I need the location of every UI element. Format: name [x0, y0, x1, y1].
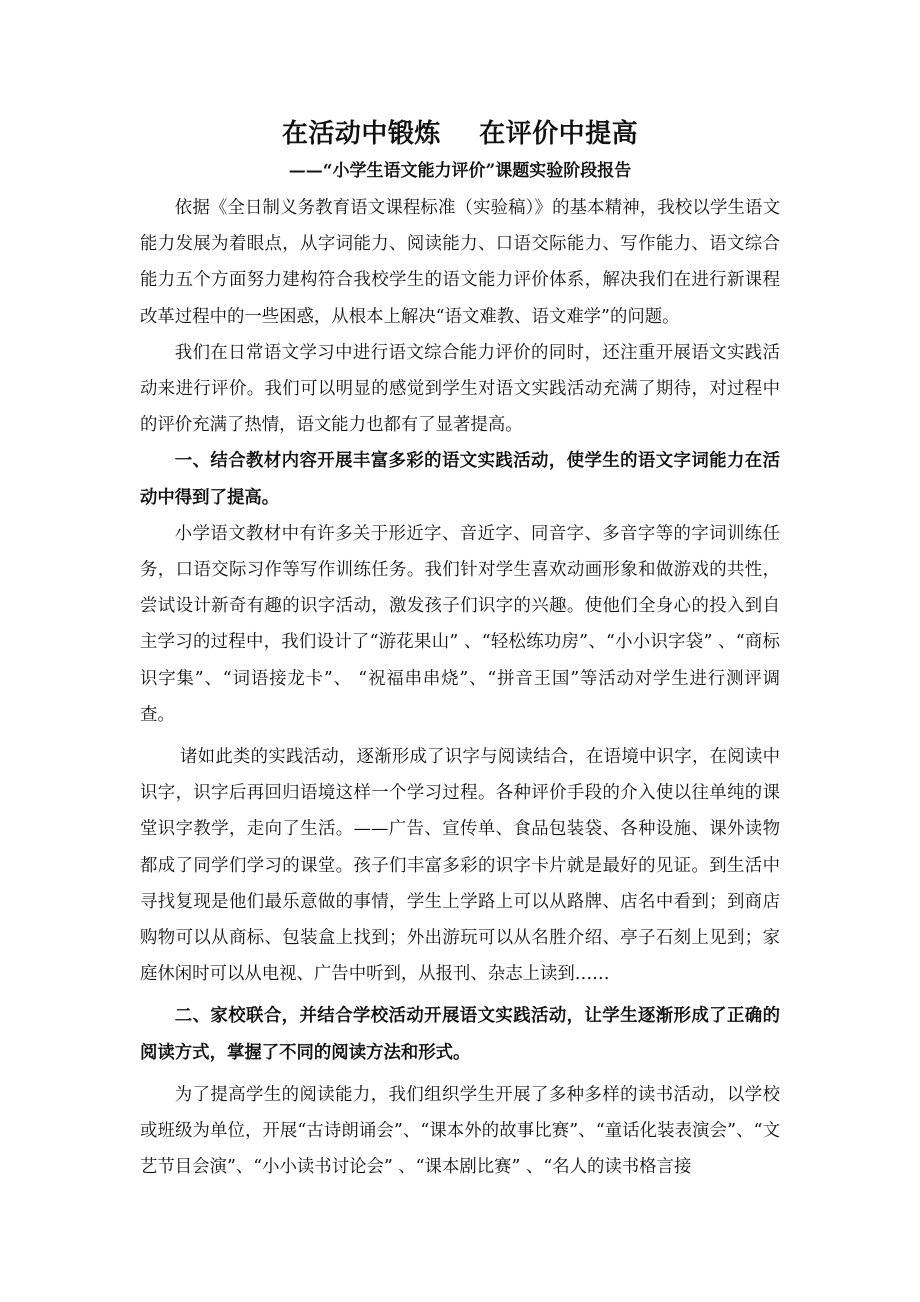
paragraph-practice-activities: 诸如此类的实践活动，逐渐形成了识字与阅读结合，在语境中识字，在阅读中识字，识字后再回归语境这样一个学习过程。各种评价手段的介入使以往单纯的课堂识字教学，走向了生活。——广告、宣传单、食品包装袋、各种设施、课外读物都成了同学们学习的课堂。孩子们丰富多彩的识字卡片就是最好的见证。到生活中寻找复现是他们最乐意做的事情，学生上学路上可以从路牌、店名中看到；到商店购物可以从商标、包装盒上找到；外出游玩可以从名胜介绍、亭子石刻上见到；家庭休闲时可以从电视、广告中听到，从报刊、杂志上读到……	[140, 747, 780, 985]
section-heading-1: 一、结合教材内容开展丰富多彩的语文实践活动，使学生的语文字词能力在活动中得到了提高。	[140, 451, 780, 508]
paragraph-word-training: 小学语文教材中有许多关于形近字、音近字、同音字、多音字等的字词训练任务，口语交际习作等写作训练任务。我们针对学生喜欢动画形象和做游戏的共性，尝试设计新奇有趣的识字活动，激发孩子们识字的兴趣。使他们全身心的投入到自主学习的过程中，我们设计了“游花果山” 、“轻松练功房”、“小小识字袋” 、“商标识字集”、“词语接龙卡”、 “祝福串串烧”、“拼音王国”等活动对学生进行测评调查。	[140, 523, 780, 725]
document-subtitle: ——“小学生语文能力评价”课题实验阶段报告	[288, 161, 632, 181]
paragraph-reading-activities: 为了提高学生的阅读能力，我们组织学生开展了多种多样的读书活动，以学校或班级为单位，开展“古诗朗诵会”、“课本外的故事比赛”、“童话化装表演会”、“文艺节目会演”、“小小读书讨论会” 、“课本剧比赛” 、“名人的读书格言接	[140, 1084, 780, 1178]
section-heading-2: 二、家校联合，并结合学校活动开展语文实践活动，让学生逐渐形成了正确的阅读方式，掌握了不同的阅读方法和形式。	[140, 1006, 780, 1063]
document-body	[140, 112, 780, 1185]
paragraph-evaluation: 我们在日常语文学习中进行语文综合能力评价的同时，还注重开展语文实践活动来进行评价。我们可以明显的感觉到学生对语文实践活动充满了期待，对过程中的评价充满了热情，语文能力也都有了显著提高。	[140, 342, 780, 436]
paragraph-intro: 依据《全日制义务教育语文课程标准（实验稿）》的基本精神，我校以学生语文能力发展为着眼点，从字词能力、阅读能力、口语交际能力、写作能力、语文综合能力五个方面努力建构符合我校学生的语文能力评价体系，解决我们在进行新课程改革过程中的一些困惑，从根本上解决“语文难教、语文难学”的问题。	[140, 198, 780, 327]
document-title: 在活动中锻炼 在评价中提高	[281, 119, 639, 149]
